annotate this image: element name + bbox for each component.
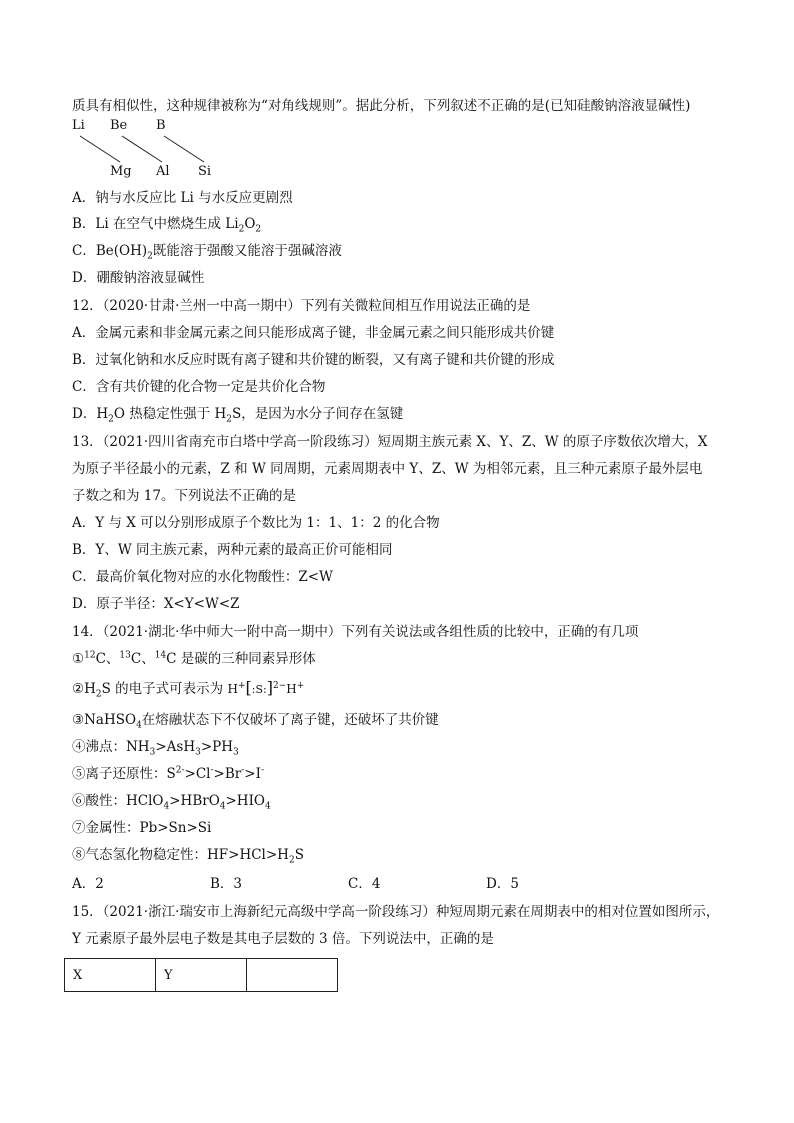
q14-item-7: ⑦金属性：Pb>Sn>Si	[72, 820, 212, 836]
q12-option-b: B．过氧化钠和水反应时既有离子键和共价键的断裂，又有离子键和共价键的形成	[72, 352, 555, 368]
q11-option-c: C．$Be(OH)_2$既能溶于强酸又能溶于强碱溶液	[72, 243, 342, 262]
q11-option-d: D．硼酸钠溶液显碱性	[72, 270, 205, 286]
q13-option-a: A．Y 与 X 可以分别形成原子个数比为 1：1、1：2 的化合物	[72, 515, 440, 531]
q13-option-c: C．最高价氧化物对应的水化物酸性：Z<W	[72, 569, 333, 585]
q12-stem: 12．（2020·甘肃·兰州一中高一期中）下列有关微粒间相互作用说法正确的是	[72, 298, 531, 314]
element-b: B	[156, 118, 166, 133]
q12-option-a: A．金属元素和非金属元素之间只能形成离子键，非金属元素之间只能形成共价键	[72, 325, 555, 341]
diag-line-3	[164, 136, 204, 162]
q14-option-a: A．2	[72, 876, 104, 892]
q13-stem-line2: 为原子半径最小的元素，Z 和 W 同周期，元素周期表中 Y、Z、W 为相邻元素，且三种元素原子最外层电	[72, 461, 703, 477]
q14-item-8: ⑧气态氢化物稳定性：$HF>HCl>H_2S$	[72, 847, 304, 866]
element-al: Al	[156, 164, 170, 179]
q11-option-b: B．Li 在空气中燃烧生成 $Li_2O_2$	[72, 216, 262, 235]
q15-stem-line1: 15．（2021·浙江·瑞安市上海新纪元高级中学高一阶段练习）种短周期元素在周期表中的相对位置如图所示，	[72, 904, 720, 920]
q14-item-5: ⑤离子还原性：$S^{2-}>Cl^->Br^->I^-$	[72, 765, 264, 782]
q13-option-b: B．Y、W 同主族元素，两种元素的最高正价可能相同	[72, 542, 393, 558]
q12-option-c: C．含有共价键的化合物一定是共价化合物	[72, 379, 326, 395]
diag-line-1	[80, 136, 120, 162]
q14-stem: 14．（2021·湖北·华中师大一附中高一期中）下列有关说法或各组性质的比较中，正确的有几项	[72, 624, 639, 640]
q13-stem-line3: 子数之和为 17。下列说法不正确的是	[72, 488, 296, 504]
q15-stem-line2: Y 元素原子最外层电子数是其电子层数的 3 倍。下列说法中，正确的是	[72, 931, 494, 947]
q14-item-2: $②H_2S$ 的电子式可表示为 H+[:S:]$^{2-}$H+	[72, 678, 305, 700]
q14-item-6: ⑥酸性：$HClO_4>HBrO_4>HIO_4$	[72, 793, 271, 812]
table-cell-y: Y	[156, 959, 247, 992]
q13-option-d: D．原子半径：X<Y<W<Z	[72, 596, 240, 612]
table-cell-x: X	[65, 959, 156, 992]
table-cell-empty	[247, 959, 338, 992]
element-mg: Mg	[110, 164, 132, 179]
q11-option-a: A．钠与水反应比 Li 与水反应更剧烈	[72, 190, 293, 206]
diagonal-lines	[72, 134, 222, 168]
q14-option-d: D．5	[486, 876, 519, 892]
q14-item-3: ③NaHSO$_4$在熔融状态下不仅破坏了离子键，还破坏了共价键	[72, 712, 439, 731]
q14-option-c: C．4	[348, 876, 381, 892]
diag-line-2	[122, 136, 162, 162]
element-li: Li	[72, 118, 85, 133]
q11-stem: 质具有相似性，这种规律被称为“对角线规则”。据此分析，下列叙述不正确的是(已知硅酸钠溶液显碱性)	[72, 98, 691, 114]
q14-item-1: ①$^{12}$C、$^{13}$C、$^{14}$C 是碳的三种同素异形体	[72, 650, 316, 667]
periodic-position-table	[64, 958, 338, 992]
q14-option-b: B．3	[210, 876, 243, 892]
q12-option-d: D．$H_2O$ 热稳定性强于 $H_2S$，是因为水分子间存在氢键	[72, 406, 404, 425]
q13-stem-line1: 13．（2021·四川省南充市白塔中学高一阶段练习）短周期主族元素 X、Y、Z、W 的原子序数依次增大，X	[72, 434, 708, 450]
lewis-structure-h2s: H+[:S:]$^{2-}$H+	[227, 678, 305, 697]
q14-item-4: ④沸点：$NH_3>AsH_3>PH_3$	[72, 739, 239, 758]
element-be: Be	[110, 118, 128, 133]
q14-options	[72, 874, 732, 894]
element-si: Si	[198, 164, 212, 179]
